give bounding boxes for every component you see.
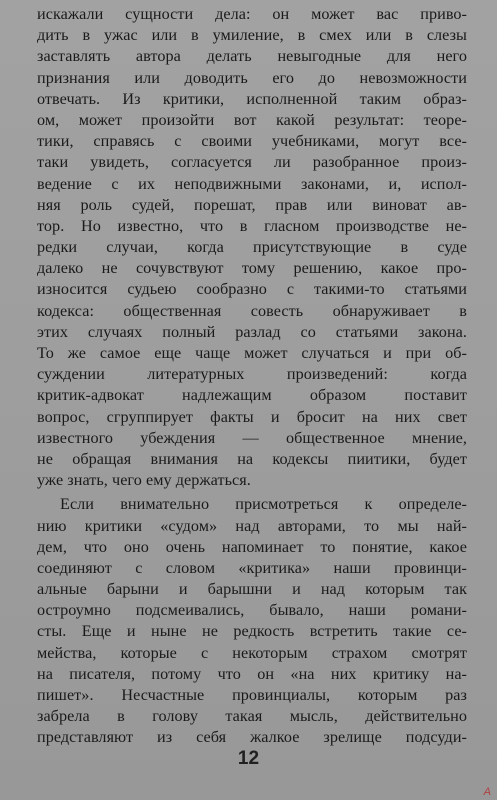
text-line: далеко не сочувствуют тому решению, какое про-: [37, 259, 467, 278]
text-line: То же самое еще чаще может случаться и при об-: [37, 344, 467, 362]
text-line: соединяют с словом «критика» наши провинци-: [37, 558, 467, 577]
corner-mark: А: [483, 786, 491, 798]
text-line: редки случаи, когда присутствующие в суде: [37, 238, 467, 257]
text-line: признания или доводить его до невозможности: [37, 68, 467, 87]
text-line: пишет». Несчастные провинциалы, которым раз: [37, 686, 467, 704]
text-line: альные барыни и барышни и над которым так: [37, 580, 467, 599]
paragraph-first-line: Если внимательно присмотреться к определе-: [60, 495, 467, 514]
text-line: не обращая внимания на кодексы пиитики, будет: [37, 449, 467, 468]
text-line: ом, может произойти вот какой результат: теоре-: [37, 110, 467, 129]
text-line: представляют из себя жалкое зрелище подсуди-: [37, 728, 467, 747]
text-line: забрела в голову такая мысль, действительно: [37, 707, 467, 726]
paragraph-last-line: уже знать, чего ему держаться.: [37, 471, 251, 490]
text-line: заставлять автора делать невыгодные для него: [37, 47, 467, 66]
page-number: 12: [237, 748, 260, 769]
text-line: дить в ужас или в умиление, в смех или в слезы: [37, 26, 467, 45]
text-line: искажали сущности дела: он может вас приво-: [37, 5, 467, 23]
text-line: мейства, которые с некоторым страхом смотрят: [37, 643, 467, 662]
text-line: тор. Но известно, что в гласном производстве не-: [37, 216, 467, 235]
text-line: сты. Еще и ныне не редкость встретить такие се-: [37, 622, 467, 641]
text-line: тики, справясь с своими учебниками, могут все-: [37, 132, 467, 151]
text-line: няя роль судей, порешат, прав или виноват ав-: [37, 195, 467, 214]
text-line: на писателя, потому что он «на них критику на-: [37, 664, 467, 683]
text-line: суждении литературных произведений: когда: [37, 365, 467, 384]
text-line: критик-адвокат надлежащим образом поставит: [37, 386, 467, 405]
text-line: износится судьею сообразно с такими-то статьями: [37, 280, 467, 299]
text-line: кодекса: общественная совесть обнаруживает в: [37, 301, 467, 320]
text-line: остроумно подсмеивались, бывало, наши романи-: [37, 601, 467, 620]
text-line: таки увидеть, согласуется ли разобранное произ-: [37, 153, 467, 172]
text-line: ведение с их неподвижными законами, и, испол-: [37, 174, 467, 193]
text-line: нию критики «судом» над авторами, то мы най-: [37, 516, 467, 535]
text-line: этих случаях полный разлад со статьями закона.: [37, 322, 467, 341]
text-line: известного убеждения — общественное мнение,: [37, 428, 467, 447]
text-line: отвечать. Из критики, исполненной таким образ-: [37, 89, 467, 108]
text-line: вопрос, сгруппирует факты и бросит на них свет: [37, 407, 467, 426]
text-line: дем, что оно очень напоминает то понятие, какое: [37, 537, 467, 556]
body-text: [37, 4, 467, 749]
